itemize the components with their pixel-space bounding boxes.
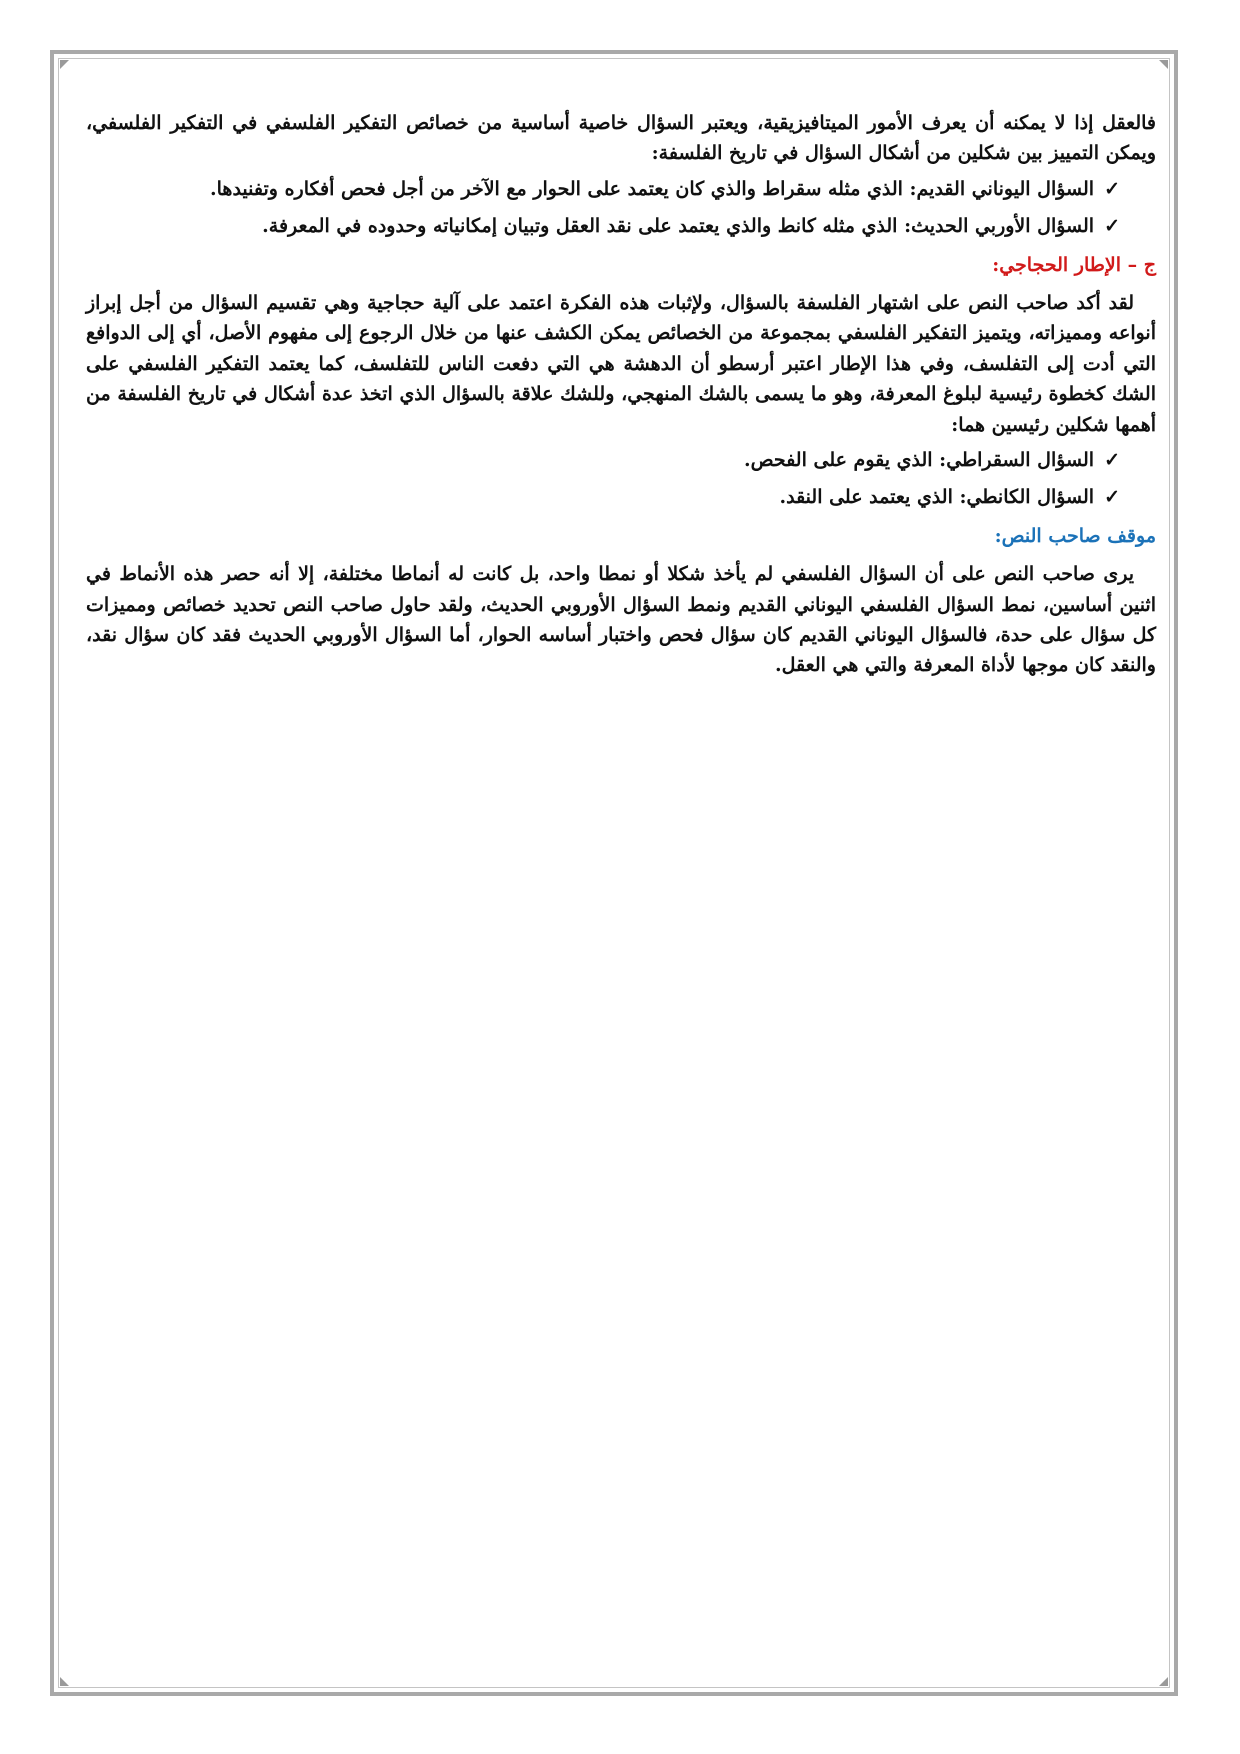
position-section-heading: موقف صاحب النص:: [994, 524, 1156, 547]
corner-ornament-top-left: [60, 60, 69, 69]
list-item-text: السؤال السقراطي: الذي يقوم على الفحص.: [744, 449, 1095, 471]
checkmark-icon: ✓: [1104, 449, 1120, 471]
checkmark-icon: ✓: [1104, 215, 1120, 238]
corner-ornament-top-right: [1159, 60, 1168, 69]
list-item: [86, 175, 1120, 204]
document-body: [86, 108, 1156, 687]
corner-ornament-bottom-right: [1159, 1677, 1168, 1686]
intro-bullet-list: [86, 175, 1156, 242]
list-item: [86, 212, 1120, 241]
list-item-text: السؤال اليوناني القديم: الذي مثله سقراط والذي كان يعتمد على الحوار مع الآخر من أجل فحص أفكاره وتفنيدها.: [210, 177, 1095, 200]
argument-bullet-list: [86, 446, 1156, 513]
checkmark-icon: ✓: [1104, 486, 1120, 509]
corner-ornament-bottom-left: [60, 1677, 69, 1686]
list-item: [86, 483, 1120, 512]
checkmark-icon: ✓: [1104, 177, 1120, 200]
position-paragraph: يرى صاحب النص على أن السؤال الفلسفي لم يأخذ شكلا أو نمطا واحد، بل كانت له أنماطا مختلفة، إلا أنه حصر هذه الأنماط في اثنين أساسين، نمط السؤال الفلسفي اليوناني القديم ونمط السؤال الأوروبي الحديث، ولقد حاول صاحب النص تحديد خصائص ومميزات كل سؤال على حدة، فالسؤال اليوناني القديم كان سؤال فحص واختبار أساسه الحوار، أما السؤال الأوروبي الحديث فقد كان سؤال نقد، والنقد كان موجها لأداة المعرفة والتي هي العقل.: [86, 563, 1156, 677]
list-item: [86, 446, 1120, 475]
list-item-text: السؤال الأوربي الحديث: الذي مثله كانط والذي يعتمد على نقد العقل وتبيان إمكانياته وحدوده في المعرفة.: [262, 215, 1095, 238]
list-item-text: السؤال الكانطي: الذي يعتمد على النقد.: [779, 486, 1095, 509]
intro-paragraph: فالعقل إذا لا يمكنه أن يعرف الأمور الميتافيزيقية، ويعتبر السؤال خاصية أساسية من خصائص التفكير الفلسفي في التفكير الفلسفي، ويمكن التمييز بين شكلين من أشكال السؤال في تاريخ الفلسفة:: [86, 112, 1156, 165]
argument-paragraph: لقد أكد صاحب النص على اشتهار الفلسفة بالسؤال، ولإثبات هذه الفكرة اعتمد على آلية حجاجية وهي تقسيم السؤال من أجل إبراز أنواعه ومميزاته، ويتميز التفكير الفلسفي بمجموعة من الخصائص يمكن الكشف عنها من خلال الرجوع إلى مفهوم الأصل، أي إلى الدوافع التي أدت إلى التفلسف، وفي هذا الإطار اعتبر أرسطو أن الدهشة هي التي دفعت الناس للتفلسف، كما يعتمد التفكير الفلسفي على الشك كخطوة رئيسية لبلوغ المعرفة، وهو ما يسمى بالشك المنهجي، وللشك علاقة بالسؤال الذي اتخذ عدة أشكال في تاريخ الفلسفة من أهمها شكلين رئيسين هما:: [86, 292, 1156, 436]
argument-section-heading: ج – الإطار الحجاجي:: [992, 253, 1156, 276]
